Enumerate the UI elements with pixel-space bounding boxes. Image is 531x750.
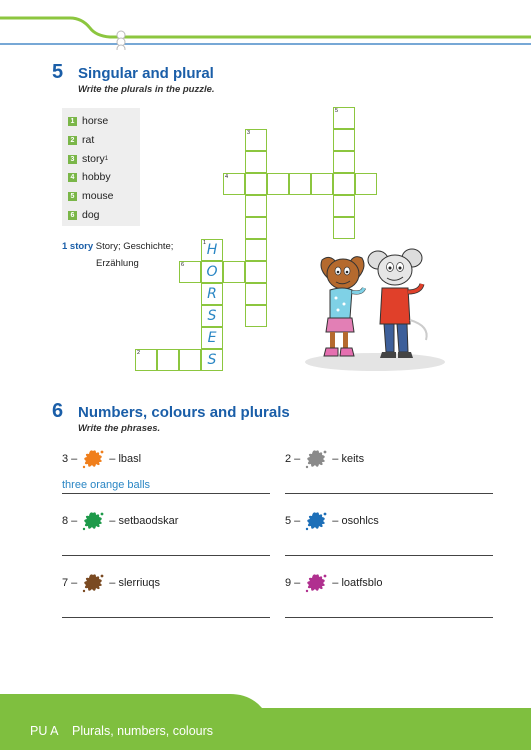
list-item: 5 mouse	[68, 190, 114, 202]
footer-title: Plurals, numbers, colours	[71, 724, 214, 738]
phrase-count: 5 –	[285, 515, 301, 527]
crossword-letter: S	[207, 308, 217, 324]
scrambled-word: – osohlcs	[332, 515, 379, 527]
crossword-cell[interactable]	[333, 107, 355, 129]
phrase-prompt	[62, 572, 160, 594]
list-item: 2 rat	[68, 134, 94, 146]
paint-splash-icon	[81, 448, 105, 470]
crossword-cell[interactable]	[201, 239, 223, 261]
phrase-prompt	[62, 510, 178, 532]
answer-line[interactable]	[285, 555, 493, 556]
paint-splash-icon	[81, 572, 105, 594]
crossword-cell[interactable]	[333, 151, 355, 173]
word-list	[62, 108, 140, 226]
phrase-prompt	[285, 510, 379, 532]
crossword-letter: O	[206, 264, 218, 280]
paint-splash-icon	[304, 572, 328, 594]
clue-number: 6	[181, 262, 185, 268]
clue-number: 1	[203, 240, 207, 246]
crossword-cell[interactable]	[157, 349, 179, 371]
example-answer: three orange balls	[62, 479, 151, 491]
crossword-cell[interactable]	[201, 349, 223, 371]
exercise-6-instruction: Write the phrases.	[78, 423, 161, 434]
list-item: 3 story 1	[68, 153, 108, 165]
exercise-5-title: Singular and plural	[78, 65, 214, 82]
paint-splash-icon	[304, 510, 328, 532]
list-item: 6 dog	[68, 209, 100, 221]
footer-bar	[0, 686, 531, 750]
phrase-prompt	[285, 572, 382, 594]
crossword-cell[interactable]	[245, 283, 267, 305]
phrase-count: 3 –	[62, 453, 78, 465]
crossword-cell[interactable]	[245, 217, 267, 239]
footer-text	[30, 724, 223, 738]
crossword-cell[interactable]	[333, 195, 355, 217]
exercise-5-instruction: Write the plurals in the puzzle.	[78, 84, 215, 95]
footnote: 1 story Story; Geschichte; Erzählung	[62, 241, 174, 269]
crossword-cell[interactable]	[223, 261, 245, 283]
crossword-cell[interactable]	[201, 283, 223, 305]
crossword-cell[interactable]	[201, 261, 223, 283]
crossword-cell[interactable]	[201, 327, 223, 349]
clue-number: 4	[225, 174, 229, 180]
crossword-cell[interactable]	[245, 195, 267, 217]
scrambled-word: – setbaodskar	[109, 515, 179, 527]
scrambled-word: – keits	[332, 453, 365, 465]
list-item: 4 hobby	[68, 171, 111, 183]
crossword-cell[interactable]	[245, 151, 267, 173]
answer-line[interactable]	[285, 617, 493, 618]
crossword-cell[interactable]	[245, 305, 267, 327]
footer-unit: PU A	[30, 724, 59, 738]
list-item: 1 horse	[68, 115, 108, 127]
phrase-prompt	[285, 448, 364, 470]
crossword-cell[interactable]	[245, 129, 267, 151]
crossword-cell[interactable]	[245, 239, 267, 261]
crossword-cell[interactable]	[267, 173, 289, 195]
crossword-cell[interactable]	[333, 217, 355, 239]
scrambled-word: – slerriuqs	[109, 577, 161, 589]
crossword-cell[interactable]	[289, 173, 311, 195]
answer-line[interactable]	[285, 493, 493, 494]
header-decoration	[0, 0, 531, 50]
crossword-cell[interactable]	[223, 173, 245, 195]
crossword-cell[interactable]	[355, 173, 377, 195]
crossword-cell[interactable]	[333, 173, 355, 195]
crossword-cell[interactable]	[201, 305, 223, 327]
crossword-cell[interactable]	[245, 261, 267, 283]
crossword-cell[interactable]	[245, 173, 267, 195]
clue-number: 2	[137, 350, 141, 356]
crossword-cell[interactable]	[179, 349, 201, 371]
crossword-letter: R	[207, 286, 217, 302]
crossword-cell[interactable]	[333, 129, 355, 151]
answer-line[interactable]	[62, 555, 270, 556]
exercise-5-number: 5	[52, 61, 64, 83]
crossword-cell[interactable]	[311, 173, 333, 195]
paint-splash-icon	[304, 448, 328, 470]
answer-line[interactable]	[62, 617, 270, 618]
crossword-cell[interactable]	[135, 349, 157, 371]
phrase-count: 2 –	[285, 453, 301, 465]
crossword-letter: S	[207, 352, 217, 368]
scrambled-word: – loatfsblo	[332, 577, 383, 589]
paint-splash-icon	[81, 510, 105, 532]
exercise-6-title: Numbers, colours and plurals	[78, 404, 290, 421]
phrase-count: 7 –	[62, 577, 78, 589]
phrase-count: 9 –	[285, 577, 301, 589]
clue-number: 3	[247, 130, 251, 136]
exercise-6-number: 6	[52, 400, 64, 422]
crossword-letter: E	[207, 330, 217, 346]
cartoon-rats-illustration	[300, 240, 450, 375]
phrase-count: 8 –	[62, 515, 78, 527]
scrambled-word: – lbasl	[109, 453, 142, 465]
answer-line[interactable]	[62, 493, 270, 494]
phrase-prompt	[62, 448, 141, 470]
crossword-letter: H	[206, 242, 218, 258]
clue-number: 5	[335, 108, 339, 114]
